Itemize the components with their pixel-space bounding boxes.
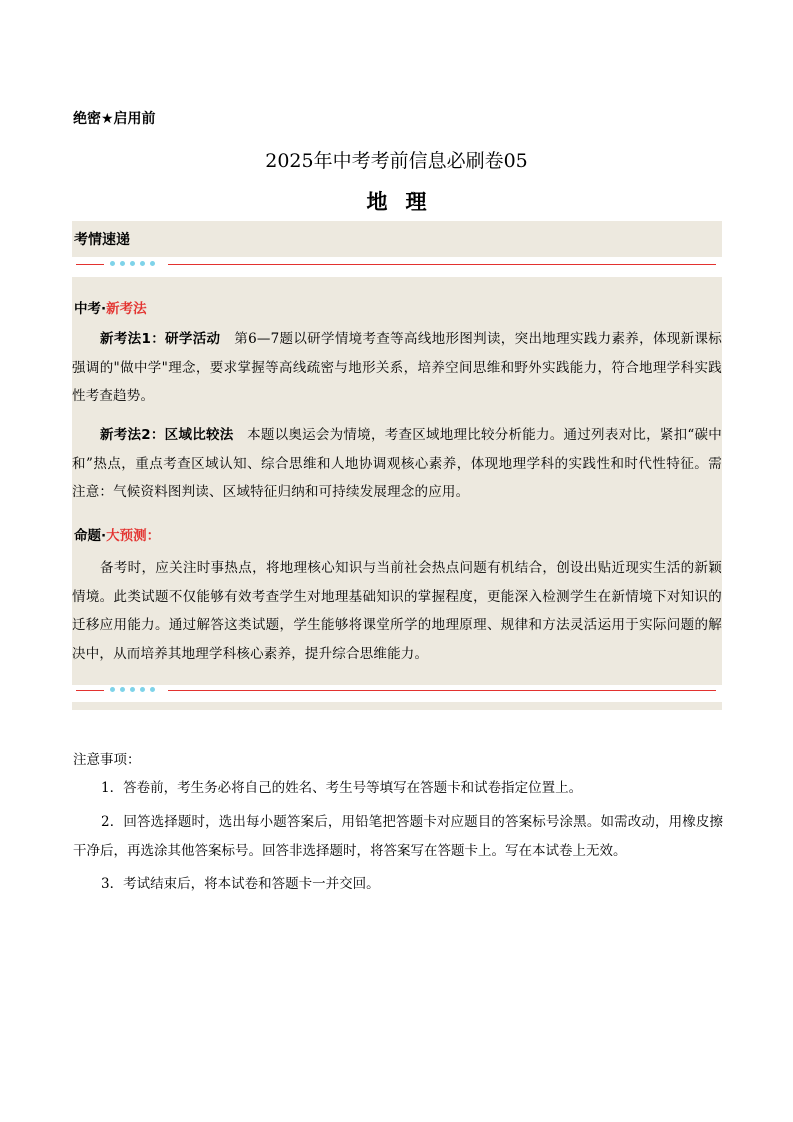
prediction-paragraph: 备考时，应关注时事热点，将地理核心知识与当前社会热点问题有机结合，创设出贴近现实生活的新颖情境。此类试题不仅能够有效考查学生对地理基础知识的掌握程度，更能深入检测学生在新情境下对知识的迁移应用能力。通过解答这类试题，学生能够将课堂所学的地理原理、规律和方法灵活运用于实际问题的解决中，从而培养其地理学科核心素养，提升综合思维能力。 xyxy=(72,560,722,662)
info-box-heading: 考情速递 xyxy=(74,232,130,248)
decorative-divider-top xyxy=(76,259,716,271)
section-highlight: 新考法 xyxy=(106,301,147,317)
section-new-methods-heading xyxy=(74,297,147,317)
new-method-2-paragraph xyxy=(72,421,722,507)
divider-dot xyxy=(140,687,145,692)
divider-dot xyxy=(110,687,115,692)
divider-dot xyxy=(110,261,115,266)
section-prediction-heading xyxy=(74,524,160,544)
new-method-1-paragraph xyxy=(72,325,722,411)
divider-dot xyxy=(140,261,145,266)
divider-dot xyxy=(150,687,155,692)
divider-line-long xyxy=(168,264,716,265)
divider-dot xyxy=(120,261,125,266)
divider-line-short xyxy=(76,690,104,691)
divider-dot xyxy=(130,261,135,266)
confidential-label: 绝密★启用前 xyxy=(73,111,156,127)
info-box-header xyxy=(72,221,722,257)
section-highlight: 大预测： xyxy=(106,528,161,544)
info-box-body xyxy=(72,277,722,685)
divider-line-long xyxy=(168,690,716,691)
divider-dot xyxy=(130,687,135,692)
subject-title: 地理 xyxy=(366,189,445,214)
note-item-1: 1．答卷前，考生务必将自己的姓名、考生号等填写在答题卡和试卷指定位置上。 xyxy=(101,780,583,796)
section-prefix: 命题· xyxy=(74,528,107,544)
notes-title: 注意事项： xyxy=(73,752,141,768)
divider-line-short xyxy=(76,264,104,265)
decorative-divider-bottom xyxy=(76,685,716,697)
info-box-footer xyxy=(72,702,722,710)
note-item-3: 3．考试结束后，将本试卷和答题卡一并交回。 xyxy=(101,876,380,892)
divider-dot xyxy=(150,261,155,266)
exam-title: 2025年中考考前信息必刷卷05 xyxy=(265,150,528,172)
new-method-1-label: 新考法1：研学活动 xyxy=(100,331,221,347)
new-method-1-text: 第6—7题以研学情境考查等高线地形图判读，突出地理实践力素养，体现新课标强调的"做中学"理念，要求掌握等高线疏密与地形关系，培养空间思维和野外实践能力，符合地理学科实践性考查趋势。 xyxy=(72,331,722,404)
new-method-2-text: 本题以奥运会为情境，考查区域地理比较分析能力。通过列表对比，紧扣“碳中和”热点，重点考查区域认知、综合思维和人地协调观核心素养，体现地理学科的实践性和时代性特征。需注意：气候资料图判读、区域特征归纳和可持续发展理念的应用。 xyxy=(72,427,722,500)
note-item-2: 2．回答选择题时，选出每小题答案后，用铅笔把答题卡对应题目的答案标号涂黑。如需改动，用橡皮擦干净后，再选涂其他答案标号。回答非选择题时，将答案写在答题卡上。写在本试卷上无效。 xyxy=(73,814,723,859)
divider-dot xyxy=(120,687,125,692)
new-method-2-label: 新考法2：区域比较法 xyxy=(100,427,234,443)
section-prefix: 中考· xyxy=(74,301,107,317)
